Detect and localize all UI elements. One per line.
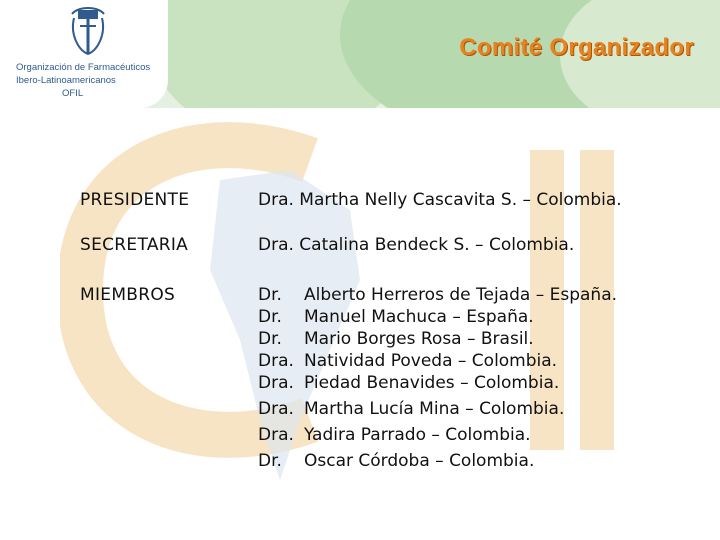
member-item (258, 399, 564, 419)
member-item (258, 425, 531, 445)
org-name-line: Organización de Farmacéuticos (16, 62, 151, 73)
member-name: Martha Lucía Mina – Colombia. (304, 399, 565, 419)
secretary-name: Dra. Catalina Bendeck S. – Colombia. (258, 235, 575, 255)
members-label: MIEMBROS (80, 285, 176, 305)
member-item (258, 373, 559, 393)
member-title: Dra. (258, 373, 294, 393)
member-item (258, 451, 534, 471)
member-name: Manuel Machuca – España. (304, 307, 534, 327)
org-name-line: Ibero-Latinoamericanos (16, 75, 116, 86)
page-title: Comité Organizador (459, 34, 694, 61)
member-title: Dr. (258, 329, 282, 349)
member-title: Dr. (258, 307, 282, 327)
ofil-logo-icon (64, 4, 112, 58)
member-title: Dra. (258, 351, 294, 371)
member-title: Dra. (258, 425, 294, 445)
member-item (258, 351, 557, 371)
member-item (258, 329, 534, 349)
member-item (258, 285, 617, 305)
member-name: Natividad Poveda – Colombia. (304, 351, 558, 371)
member-name: Yadira Parrado – Colombia. (304, 425, 531, 445)
member-title: Dr. (258, 451, 282, 471)
secretary-label: SECRETARIA (80, 235, 189, 255)
logo-area (0, 0, 168, 108)
org-acronym: OFIL (62, 88, 84, 99)
president-label: PRESIDENTE (80, 190, 190, 210)
member-name: Piedad Benavides – Colombia. (304, 373, 560, 393)
member-name: Oscar Córdoba – Colombia. (304, 451, 535, 471)
member-name: Alberto Herreros de Tejada – España. (304, 285, 618, 305)
president-name: Dra. Martha Nelly Cascavita S. – Colombia. (258, 190, 622, 210)
header-banner (0, 0, 720, 108)
member-name: Mario Borges Rosa – Brasil. (304, 329, 534, 349)
member-title: Dra. (258, 399, 294, 419)
member-title: Dr. (258, 285, 282, 305)
member-item (258, 307, 534, 327)
